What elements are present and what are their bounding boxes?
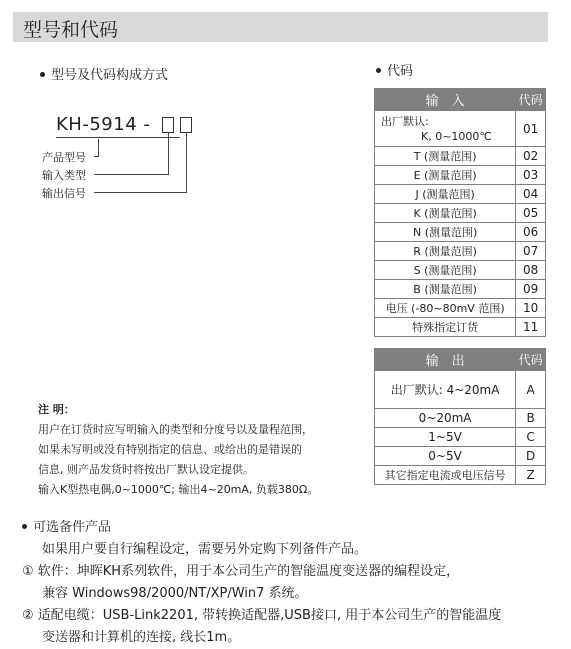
input-cell: B (测量范围) (375, 280, 516, 299)
input-cell: E (测量范围) (375, 166, 516, 185)
note-title: 注 明： (38, 403, 75, 416)
input-cell: 特殊指定订货 (375, 318, 516, 337)
output-cell: 0~20mA (375, 409, 516, 428)
table-row (375, 111, 546, 147)
code-cell: B (516, 409, 546, 428)
optional-heading (22, 517, 501, 539)
page-title: 型号和代码 (23, 19, 119, 41)
input-cell: 电压 (-80~80mV 范围) (375, 299, 516, 318)
code-cell: 03 (516, 166, 546, 185)
table-row (375, 409, 546, 428)
table-row (375, 428, 546, 447)
input-default-label: 出厂默认: (381, 114, 429, 128)
label-product-model: 产品型号 (42, 151, 86, 164)
code-cell: D (516, 447, 546, 466)
note-line: 信息, 则产品发货时将按出厂默认设定提供。 (38, 463, 254, 476)
output-code-box (180, 117, 192, 133)
input-cell: S (测量范围) (375, 261, 516, 280)
note-line: 用户在订货时应写明输入的类型和分度号以及量程范围， (38, 423, 313, 436)
optional-item-cable: ② 适配电缆：USB-Link2201, 带转换适配器,USB接口, 用于本公司生产的智能温度 (22, 608, 502, 623)
connector-line (94, 174, 169, 175)
optional-item-cable-detail: 变送器和计算机的连接, 线长1m。 (42, 630, 241, 645)
code-cell: 08 (516, 261, 546, 280)
note-block (38, 400, 318, 500)
label-output-signal: 输出信号 (42, 187, 86, 200)
code-cell: 10 (516, 299, 546, 318)
input-code-table (374, 88, 546, 337)
table-row (375, 318, 546, 337)
optional-item-software: ① 软件：坤晖KH系列软件，用于本公司生产的智能温度变送器的编程设定， (22, 564, 460, 579)
connector-line (94, 192, 187, 193)
table-row (375, 299, 546, 318)
bullet-icon (22, 524, 27, 529)
code-cell: 04 (516, 185, 546, 204)
connector-line (186, 133, 187, 192)
table-row (375, 371, 546, 409)
optional-title: 可选备件产品 (33, 520, 112, 535)
output-header: 输 出 (375, 349, 516, 371)
optional-intro: 如果用户要自行编程设定，需要另外定购下列备件产品。 (42, 542, 368, 557)
output-cell: 1~5V (375, 428, 516, 447)
label-input-type: 输入类型 (42, 169, 86, 182)
code-cell: 09 (516, 280, 546, 299)
input-code-box (162, 117, 174, 133)
code-header: 代码 (516, 89, 546, 111)
note-line: 输入K型热电偶,0~1000℃; 输出4~20mA, 负载380Ω。 (38, 483, 319, 496)
table-row (375, 242, 546, 261)
code-cell: 07 (516, 242, 546, 261)
connector-line (168, 133, 169, 174)
optional-item-software-compat: 兼容 Windows98/2000/NT/XP/Win7 系统。 (42, 586, 308, 601)
input-default-cell (375, 111, 516, 147)
code-cell: 06 (516, 223, 546, 242)
table-row (375, 261, 546, 280)
table-row (375, 166, 546, 185)
model-section-heading (40, 64, 168, 83)
table-row (375, 280, 546, 299)
input-cell: R (测量范围) (375, 242, 516, 261)
table-row (375, 204, 546, 223)
note-line: 如果未写明或没有特别指定的信息、或给出的是错误的 (38, 443, 302, 456)
code-cell: Z (516, 466, 546, 485)
output-cell: 出厂默认: 4~20mA (375, 371, 516, 409)
output-cell: 其它指定电流或电压信号 (375, 466, 516, 485)
model-underline (56, 137, 180, 138)
table-header-row (375, 89, 546, 111)
code-cell: 05 (516, 204, 546, 223)
code-cell: 11 (516, 318, 546, 337)
input-cell: K (测量范围) (375, 204, 516, 223)
model-code: KH-5914 - (56, 114, 151, 135)
connector-line (94, 156, 99, 157)
input-cell: J (测量范围) (375, 185, 516, 204)
bullet-icon (376, 68, 381, 73)
code-cell: C (516, 428, 546, 447)
output-cell: 0~5V (375, 447, 516, 466)
input-cell: N (测量范围) (375, 223, 516, 242)
code-header: 代码 (516, 349, 546, 371)
table-row (375, 223, 546, 242)
connector-line (98, 139, 99, 156)
input-header: 输 入 (375, 89, 516, 111)
table-row (375, 185, 546, 204)
table-header-row (375, 349, 546, 371)
output-code-table (374, 348, 546, 485)
title-bar (13, 12, 548, 42)
code-cell: 02 (516, 147, 546, 166)
code-cell: 01 (516, 111, 546, 147)
input-default-value: K, 0~1000℃ (421, 129, 492, 143)
table-row (375, 447, 546, 466)
optional-accessories (22, 517, 501, 649)
code-section-heading (376, 60, 413, 79)
code-cell: A (516, 371, 546, 409)
input-cell: T (测量范围) (375, 147, 516, 166)
bullet-icon (40, 72, 45, 77)
code-section-title: 代码 (387, 64, 414, 79)
model-section-title: 型号及代码构成方式 (51, 68, 169, 83)
table-row (375, 147, 546, 166)
table-row (375, 466, 546, 485)
